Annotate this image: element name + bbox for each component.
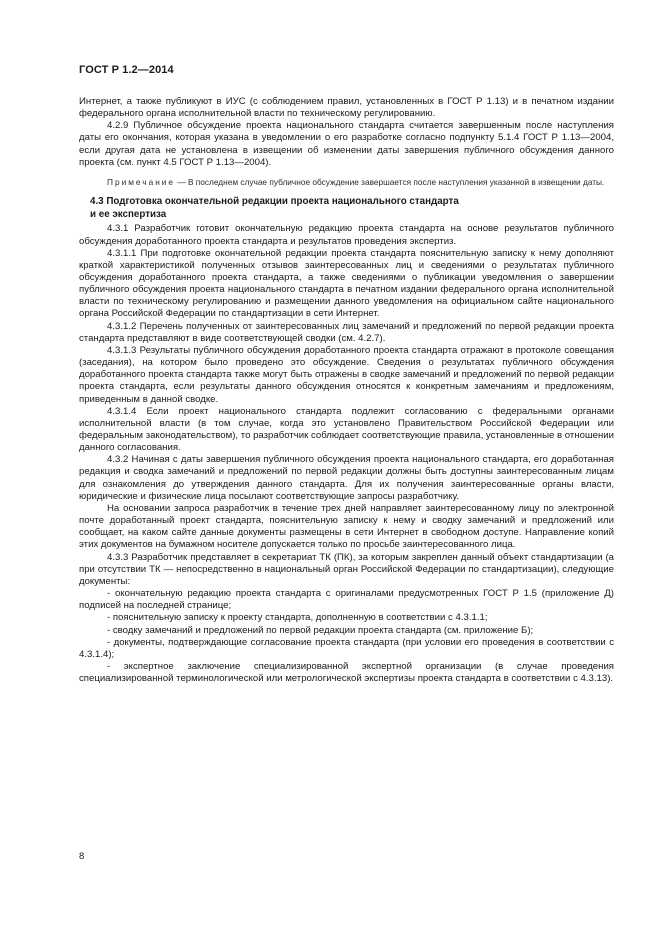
- paragraph-4-2-9: 4.2.9 Публичное обсуждение проекта национального стандарта считается завершенным после наступления даты его окончания, которая указана в уведомлении о его разработке согласно подпункту 5.1.4 ГОСТ Р 1.13—2004, если другая дата не установлена в извещении об изменении даты завершения публичного обсуждения данного проекта (см. пункт 4.5 ГОСТ Р 1.13—2004).: [79, 120, 614, 168]
- document-body: [79, 96, 614, 685]
- paragraph-4-3-1-4: 4.3.1.4 Если проект национального стандарта подлежит согласованию с федеральными органами исполнительной власти (в том случае, когда это установлено Правительством Российской Федерации или федеральным законодательством), то разработчик соблюдает соответствующие правила, установленные в отношении данного согласования.: [79, 405, 614, 454]
- list-item: - пояснительную записку к проекту стандарта, дополненную в соответствии с 4.3.1.1;: [107, 612, 488, 624]
- page-number: 8: [79, 851, 85, 862]
- note: [79, 177, 614, 188]
- paragraph-4-3-2: 4.3.2 Начиная с даты завершения публичного обсуждения проекта национального стандарта, его доработанная редакция и сводка замечаний и предложений по первой редакции должны быть доступны заинтересованным лицам для ознакомления до утверждения данного стандарта. Для их получения заинтересованные органы власти, юридические и физические лица посылают соответствующие запросы разработчику.: [79, 454, 614, 502]
- list-item: - экспертное заключение специализированной экспертной организации (в случае проведения специализированной терминологической или метрологической экспертизы проекта стандарта в соответствии с 4.3.13).: [79, 660, 614, 685]
- paragraph-4-3-1-3: 4.3.1.3 Результаты публичного обсуждения доработанного проекта стандарта отражают в протоколе совещания (заседания), на котором было проведено это обсуждение. Сведения о результатах публичного обсуждения доработанного проекта стандарта также могут быть отражены в сводке замечаний и предложений по первой редакции проекта стандарта, если результаты данного обсуждения относятся к конкретным замечаниям и предложениям, приведенным в данной сводке.: [79, 344, 614, 405]
- paragraph-4-3-1-1: 4.3.1.1 При подготовке окончательной редакции проекта стандарта пояснительную записку к нему дополняют краткой характеристикой полученных отзывов заинтересованных лиц и сведениями о результатах публичного обсуждения доработанного проекта стандарта, а также сведениями о публикации уведомления о завершении публичного обсуждения проекта национального стандарта в печатном издании федерального органа исполнительной власти по техническому регулированию и размещении данного уведомления на официальном сайте национального органа Российской Федерации по стандартизации в сети Интернет.: [79, 247, 614, 320]
- paragraph-4-3-3: 4.3.3 Разработчик представляет в секретариат ТК (ПК), за которым закреплен данный объект стандартизации (а при отсутствии ТК — непосредственно в национальный орган Российской Федерации по стандартизации), следующие документы:: [79, 551, 614, 587]
- section-heading-line-2: и ее экспертиза: [90, 208, 167, 220]
- note-text: — В последнем случае публичное обсуждение завершается после наступления указанной в извещении даты.: [175, 176, 605, 187]
- list-item: - окончательную редакцию проекта стандарта с оригиналами предусмотренных ГОСТ Р 1.5 (приложение Д) подписей на последней странице;: [79, 588, 614, 612]
- paragraph: На основании запроса разработчик в течение трех дней направляет заинтересованному лицу по электронной почте доработанный проект стандарта, пояснительную записку к нему и сводку замечаний и предложений или сообщает, на каком сайте данные документы размещены в сети Интернет в свободном доступе. Направление копий этих документов на бумажном носителе допускается только по просьбе заинтересованного лица.: [79, 502, 614, 551]
- list-item: - сводку замечаний и предложений по первой редакции проекта стандарта (см. приложение Б);: [107, 624, 534, 636]
- list-item: - документы, подтверждающие согласование проекта стандарта (при условии его проведения в соответствии с 4.3.1.4);: [79, 636, 614, 660]
- section-heading-4-3: [79, 196, 614, 221]
- paragraph: Интернет, а также публикуют в ИУС (с соблюдением правил, установленных в ГОСТ Р 1.13) и в печатном издании федерального органа исполнительной власти по техническому регулированию.: [79, 96, 614, 120]
- paragraph-4-3-1: 4.3.1 Разработчик готовит окончательную редакцию проекта стандарта на основе результатов публичного обсуждения доработанного проекта стандарта и результатов проведения экспертиз.: [79, 223, 614, 247]
- note-label: Примечание: [107, 176, 176, 187]
- document-header: ГОСТ Р 1.2—2014: [79, 64, 174, 76]
- section-heading-line-1: 4.3 Подготовка окончательной редакции проекта национального стандарта: [90, 196, 459, 208]
- paragraph-4-3-1-2: 4.3.1.2 Перечень полученных от заинтересованных лиц замечаний и предложений по первой редакции проекта стандарта представляют в виде соответствующей сводки (см. 4.2.7).: [79, 320, 614, 344]
